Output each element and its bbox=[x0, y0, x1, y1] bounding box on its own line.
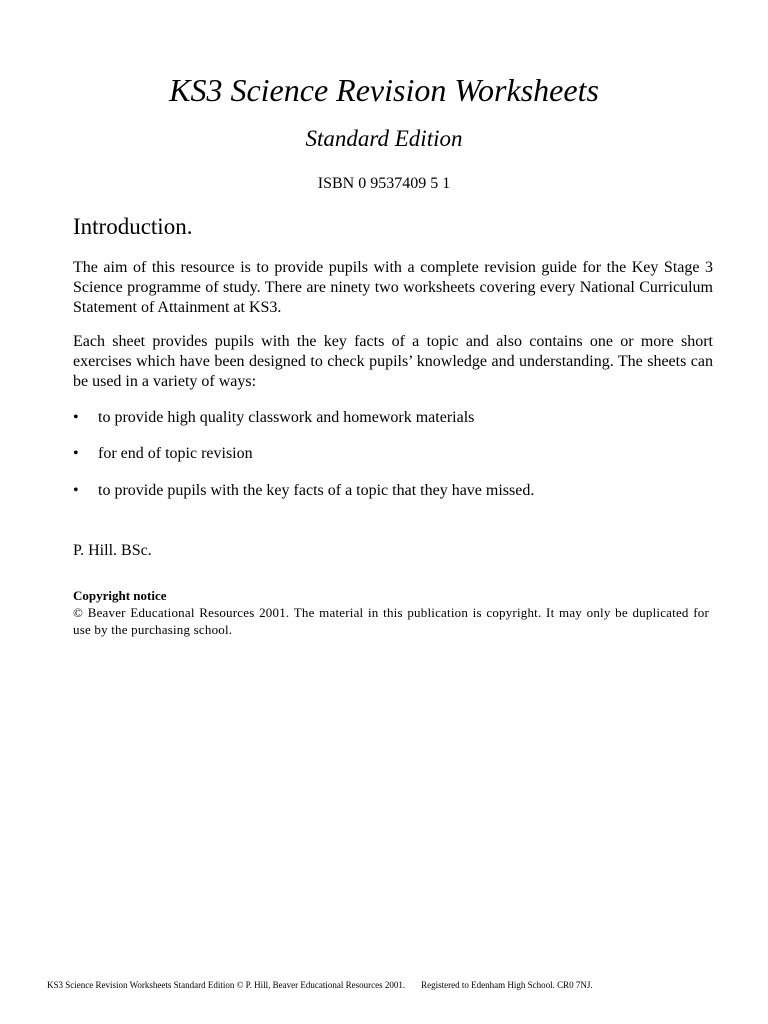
document-title: KS3 Science Revision Worksheets bbox=[169, 72, 599, 108]
usage-paragraph: Each sheet provides pupils with the key facts of a topic and also contains one or more short exercises which have been designed to check pupils’ knowledge and understanding. The sheets can be used in a variety of ways: bbox=[73, 333, 713, 390]
bullet-icon: • bbox=[73, 409, 79, 426]
bullet-icon: • bbox=[73, 482, 79, 499]
copyright-text: © Beaver Educational Resources 2001. The material in this publication is copyright. It may only be duplicated for use by the purchasing school. bbox=[73, 605, 709, 637]
bullet-text: to provide high quality classwork and homework materials bbox=[98, 409, 475, 426]
section-heading-introduction: Introduction. bbox=[73, 214, 193, 239]
isbn-number: ISBN 0 9537409 5 1 bbox=[317, 175, 451, 192]
author-credit: P. Hill. BSc. bbox=[73, 542, 152, 559]
bullet-icon: • bbox=[73, 445, 79, 462]
copyright-title: Copyright notice bbox=[73, 588, 167, 603]
intro-paragraph: The aim of this resource is to provide pupils with a complete revision guide for the Key Stage 3 Science programme of study. There are ninety two worksheets covering every National Curriculum Statement of Attainment at KS3. bbox=[73, 259, 713, 316]
page-footer bbox=[47, 979, 593, 991]
bullet-text: to provide pupils with the key facts of a topic that they have missed. bbox=[98, 482, 535, 499]
footer-registration: Registered to Edenham High School. CR0 7NJ. bbox=[421, 980, 593, 990]
copyright-notice bbox=[73, 587, 709, 638]
footer-credit: KS3 Science Revision Worksheets Standard Edition © P. Hill, Beaver Educational Resources 2001. bbox=[47, 980, 406, 990]
bullet-text: for end of topic revision bbox=[98, 445, 253, 462]
document-subtitle: Standard Edition bbox=[305, 126, 463, 151]
